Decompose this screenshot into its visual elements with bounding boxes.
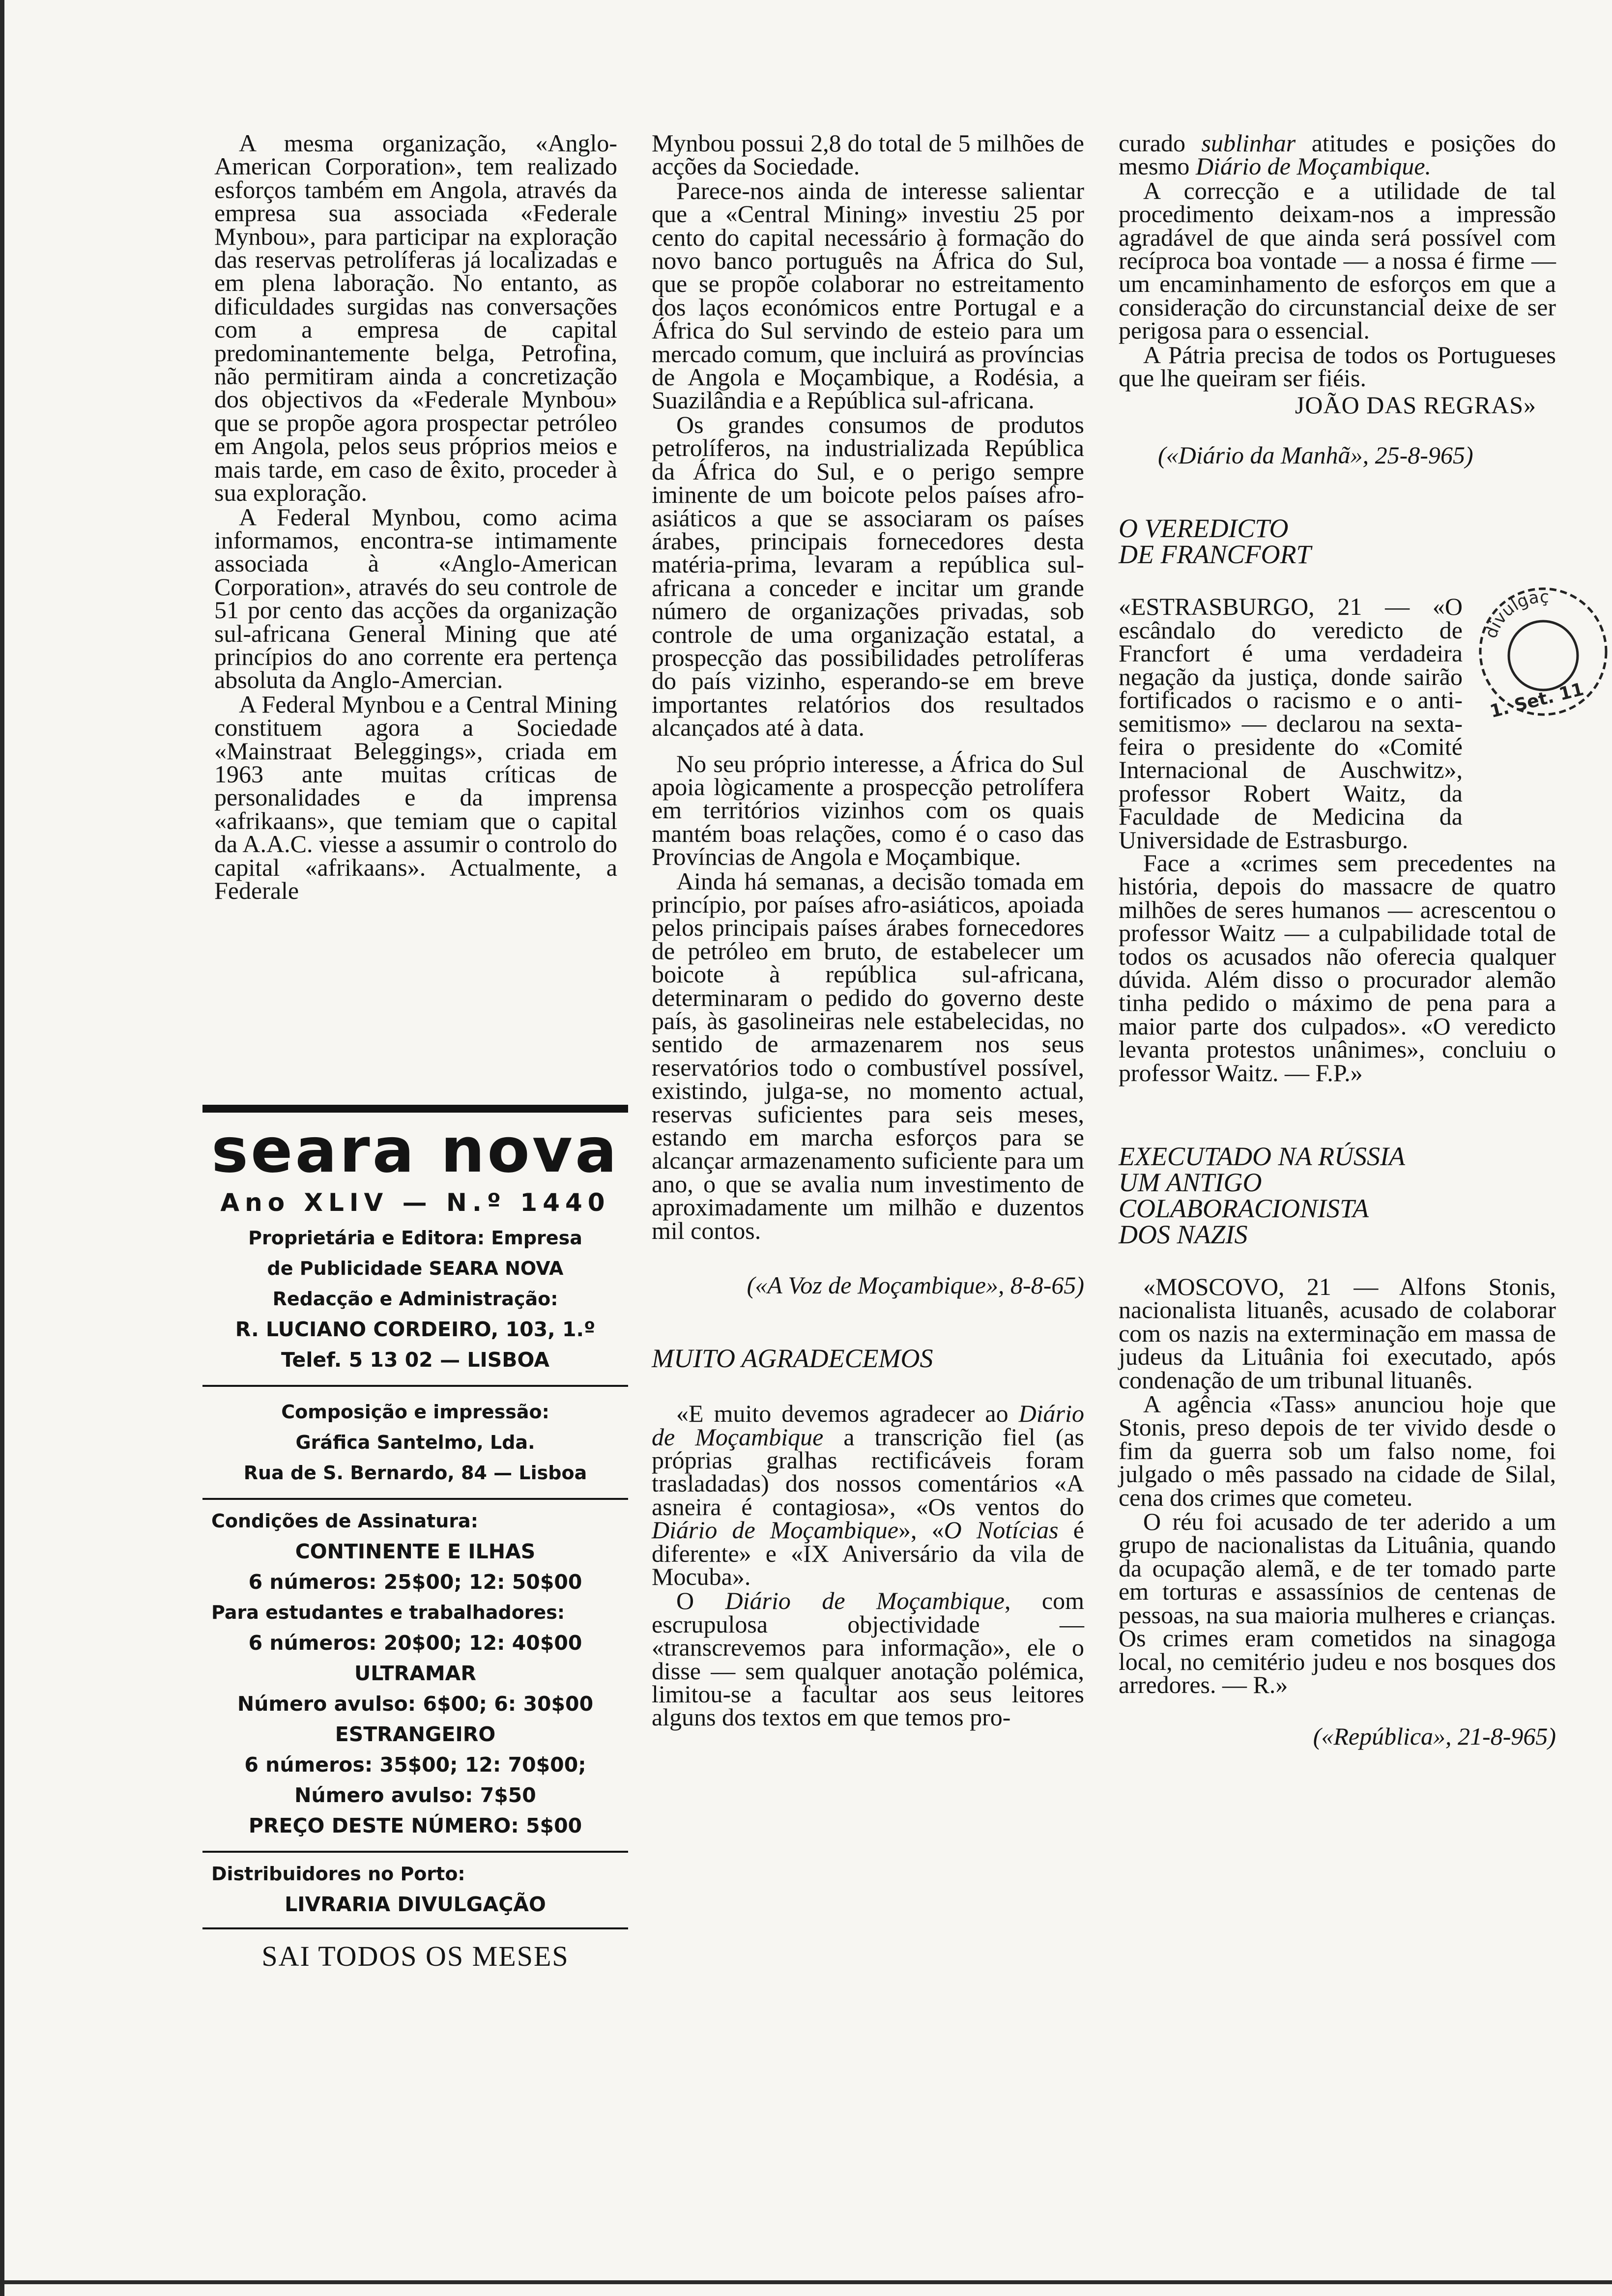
heading-line: COLABORACIONISTA (1119, 1194, 1369, 1223)
subscription-estrangeiro-prices: 6 números: 35$00; 12: 70$00; (244, 1753, 586, 1777)
newspaper-name: Diário de Moçambique. (1195, 152, 1432, 180)
text-run: », « (898, 1516, 944, 1544)
text-run: , com escrupulosa objectividade — «transcrevemos para informação», ele o disse — sem qualquer anotação polémica, limitou-se a facultar aos seus leitores alguns dos textos em que temos pro- (652, 1587, 1084, 1731)
source-citation: («República», 21-8-965) (1313, 1722, 1556, 1751)
article-paragraph: Os grandes consumos de produtos petrolíferos, na industrializada República da África do Sul, e o perigo sempre iminente de um boicote pelos países afro-asiáticos a que se associaram os países árabes, principais fornecedores desta matéria-prima, levaram a república sul-africana a conceder e incitar um grande número de organizações privadas, sob controle de uma organização estatal, a prospecção das possibilidades petrolíferas do país vizinho, esperando-se em breve importantes relatórios dos resultados alcançados até à data. (652, 410, 1084, 742)
distribution-title: Distribuidores no Porto: (211, 1863, 465, 1885)
issue-price: PREÇO DESTE NÚMERO: 5$00 (248, 1814, 582, 1837)
newspaper-name: O Notícias (944, 1516, 1059, 1544)
article-body (1119, 593, 1463, 854)
subscription-continente: CONTINENTE E ILHAS (295, 1540, 536, 1563)
article-paragraph: «MOSCOVO, 21 — Alfons Stonis, nacionalista lituanês, acusado de colaborar com os nazis na exterminação em massa de judeus da Lituânia foi executado, após condenação de um tribunal lituanês. (1119, 1273, 1556, 1394)
article-paragraph: Parece-nos ainda de interesse salientar que a «Central Mining» investiu 25 por cento do capital necessário à formação do novo banco português na África do Sul, que se propõe colaborar no estreitamento dos laços económicos entre Portugal e a África do Sul servindo de esteio para um mercado comum, que incluirá as províncias de Angola e Moçambique, a Rodésia, a Suazilândia e a República sul-africana. (652, 176, 1084, 414)
subscription-students: Para estudantes e trabalhadores: (211, 1602, 565, 1623)
subscription-estrangeiro-avulso: Número avulso: 7$50 (294, 1783, 536, 1807)
masthead-address: R. LUCIANO CORDEIRO, 103, 1.º (235, 1318, 596, 1341)
text-run: O (676, 1587, 725, 1615)
article-paragraph: A mesma organização, «Anglo-American Corporation», tem realizado esforços também em Angola, através da empresa sua associada «Federale Mynbou», para participar na exploração das reservas petrolíferas já localizadas e em plena laboração. No entanto, as dificuldades surgidas nas conversações com a empresa de capital predominantemente belga, Petrofina, não permitiram ainda a concretização dos objectivos da «Federale Mynbou» que se propõe agora prospectar petróleo em Angola, pelos seus próprios meios e mais tarde, em caso de êxito, proceder à sua exploração. (214, 129, 617, 507)
subscription-continente-prices: 6 números: 25$00; 12: 50$00 (248, 1570, 582, 1594)
subscription-estrangeiro: ESTRANGEIRO (335, 1722, 496, 1746)
article-paragraph (652, 1589, 1084, 1729)
newspaper-name: Diário de Moçambique (652, 1400, 1084, 1451)
masthead-issue: Ano XLIV — N.º 1440 (220, 1188, 610, 1217)
article-paragraph: A agência «Tass» anunciou hoje que Stonis, preso depois de ter vivido desde o fim da guerra sob um falso nome, foi julgado o mês passado na cidade de Silal, cena dos crimes que cometeu. (1119, 1390, 1556, 1511)
heading-line: DE FRANCFORT (1119, 540, 1311, 570)
text-run: curado (1119, 129, 1202, 157)
article-paragraph: A Federal Mynbou e a Central Mining constituem agora a Sociedade «Mainstraat Beleggings», criada em 1963 ante muitas críticas de personalidades e da imprensa «afrikaans», que temiam que o capital da A.A.C. viesse a assumir o controlo do capital «afrikaans». Actualmente, a Federale (214, 690, 617, 904)
heading-line: EXECUTADO NA RÚSSIA (1119, 1142, 1405, 1171)
text-run: é diferente» e «IX Aniversário da vila de Mocuba». (652, 1516, 1084, 1590)
scan-edge-bottom (0, 2280, 1612, 2284)
subscription-students-prices: 6 números: 20$00; 12: 40$00 (248, 1631, 582, 1655)
stamp-arc-label: divulgaç (1481, 587, 1550, 641)
article-paragraph (652, 1402, 1084, 1588)
masthead-box (202, 1105, 628, 1975)
source-citation: («Diário da Manhã», 25-8-965) (1158, 441, 1473, 469)
subscription-ultramar: ULTRAMAR (354, 1662, 476, 1685)
article-paragraph: Mynbou possui 2,8 do total de 5 milhões de acções da Sociedade. (652, 129, 1084, 180)
stamp-date: 1. Set. 11 (1488, 679, 1586, 722)
stamp-arc-text (1481, 587, 1550, 641)
masthead-subscription-section (202, 1500, 628, 1841)
source-citation: («A Voz de Moçambique», 8-8-65) (747, 1271, 1084, 1299)
article-paragraph: Ainda há semanas, a decisão tomada em princípio, por países afro-asiáticos, apoiada pelos principais países árabes fornecedores de petróleo em bruto, de estabelecer um boicote à república sul-africana, determinaram o pedido do governo deste país, às gasolineiras nele estabelecidas, no sentido de armazenarem nos seus reservatórios todo o combustível possível, existindo, julga-se, no momento actual, reservas suficientes para seis meses, estando em marcha esforços para se alcançar armazenamento suficiente para um ano, o que se avalia num investimento de aproximadamente um milhão e duzentos mil contos. (652, 867, 1084, 1244)
masthead-title: seara nova (211, 1114, 619, 1186)
heading-line: O VEREDICTO (1119, 514, 1289, 544)
text-run: «E muito devemos agradecer ao (676, 1400, 1019, 1428)
masthead-divider (202, 1927, 628, 1929)
masthead-top-rule (202, 1105, 628, 1113)
masthead-admin-label: Redacção e Administração: (272, 1288, 558, 1310)
masthead-owner: de Publicidade SEARA NOVA (267, 1258, 564, 1279)
masthead-print-label: Composição e impressão: (281, 1401, 549, 1423)
column-left (214, 129, 617, 904)
article-paragraph: «ESTRASBURGO, 21 — «O escândalo do veredicto de Francfort é uma verdadeira negação da justiça, donde sairão fortificados o racismo e o anti-semitismo» — declarou na sexta-feira o presidente do «Comité Internacional de Auschwitz», professor Robert Waitz, da Faculdade de Medicina da Universidade de Estrasburgo. (1119, 593, 1463, 854)
library-stamp (1469, 578, 1612, 725)
column-middle (652, 129, 1084, 1731)
text-run: atitudes e posições do mesmo (1119, 129, 1556, 180)
newspaper-name: Diário de Moçambique (652, 1516, 898, 1544)
masthead-print-section (202, 1387, 628, 1488)
scan-edge-left (0, 0, 4, 2296)
article-paragraph: Face a «crimes sem precedentes na história, depois do massacre de quatro milhões de seres humanos — acrescentou o professor Waitz — a culpabilidade total de todos os acusados não oferecia qualquer dúvida. Além disso o procurador alemão tinha pedido o máximo de pena para a maior parte dos culpados». «O veredicto levanta protestos unânimes», concluiu o professor Waitz. — F.P.» (1119, 849, 1556, 1087)
article-paragraph: A Pátria precisa de todos os Portugueses que lhe queiram ser fiéis. (1119, 341, 1556, 392)
masthead-phone: Telef. 5 13 02 — LISBOA (281, 1348, 549, 1372)
subscription-title: Condições de Assinatura: (211, 1510, 478, 1532)
masthead-distribution-section (202, 1853, 628, 1920)
article-paragraph: A Federal Mynbou, como acima informamos, encontra-se intimamente associada à «Anglo-American Corporation», através do seu controle de 51 por cento das acções da organização sul-africana General Mining que até princípios do ano corrente era pertença absoluta da Anglo-Amercian. (214, 503, 617, 694)
article-paragraph: No seu próprio interesse, a África do Sul apoia lògicamente a prospecção petrolífera em territórios vizinhos com os quais mantém boas relações, como é o caso das Províncias de Angola e Moçambique. (652, 749, 1084, 871)
newspaper-name: Diário de Moçambique (725, 1587, 1005, 1615)
signature: JOÃO DAS REGRAS» (1295, 391, 1536, 419)
section-heading: MUITO AGRADECEMOS (652, 1344, 933, 1374)
masthead-printer: Gráfica Santelmo, Lda. (295, 1432, 535, 1453)
article-heading (1119, 1144, 1556, 1248)
masthead-owner: Proprietária e Editora: Empresa (248, 1227, 582, 1249)
article-paragraph (1119, 129, 1556, 180)
masthead-printer-address: Rua de S. Bernardo, 84 — Lisboa (243, 1462, 587, 1484)
column-right (1119, 129, 1556, 1751)
distribution-name: LIVRARIA DIVULGAÇÃO (285, 1893, 546, 1916)
subscription-ultramar-prices: Número avulso: 6$00; 6: 30$00 (237, 1692, 594, 1716)
heading-line: DOS NAZIS (1119, 1220, 1248, 1249)
heading-line: UM ANTIGO (1119, 1168, 1262, 1197)
emphasis: sublinhar (1201, 129, 1296, 157)
article-paragraph: A correcção e a utilidade de tal procedimento deixam-nos a impressão agradável de que ainda será possível com recíproca boa vontade — a nossa é firme — um encaminhamento de esforços em que a consideração do circunstancial deixe de ser perigosa para o essencial. (1119, 176, 1556, 344)
stamp-inner-ring (1509, 621, 1578, 690)
article-heading (1119, 516, 1556, 568)
text-run: a transcrição fiel (as próprias gralhas rectificáveis foram trasladadas) dos nossos comentários «A asneira é contagiosa», «Os ventos do (652, 1423, 1084, 1521)
masthead-frequency: SAI TODOS OS MESES (261, 1940, 569, 1972)
article-paragraph: O réu foi acusado de ter aderido a um grupo de nacionalistas da Lituânia, quando da ocupação alemã, e de ter tomado parte em torturas e assassínios de centenas de pessoas, na sua maioria mulheres e crianças. Os crimes eram cometidos na sinagoga local, no cemitério judeu e nos bosques dos arredores. — R.» (1119, 1508, 1556, 1698)
